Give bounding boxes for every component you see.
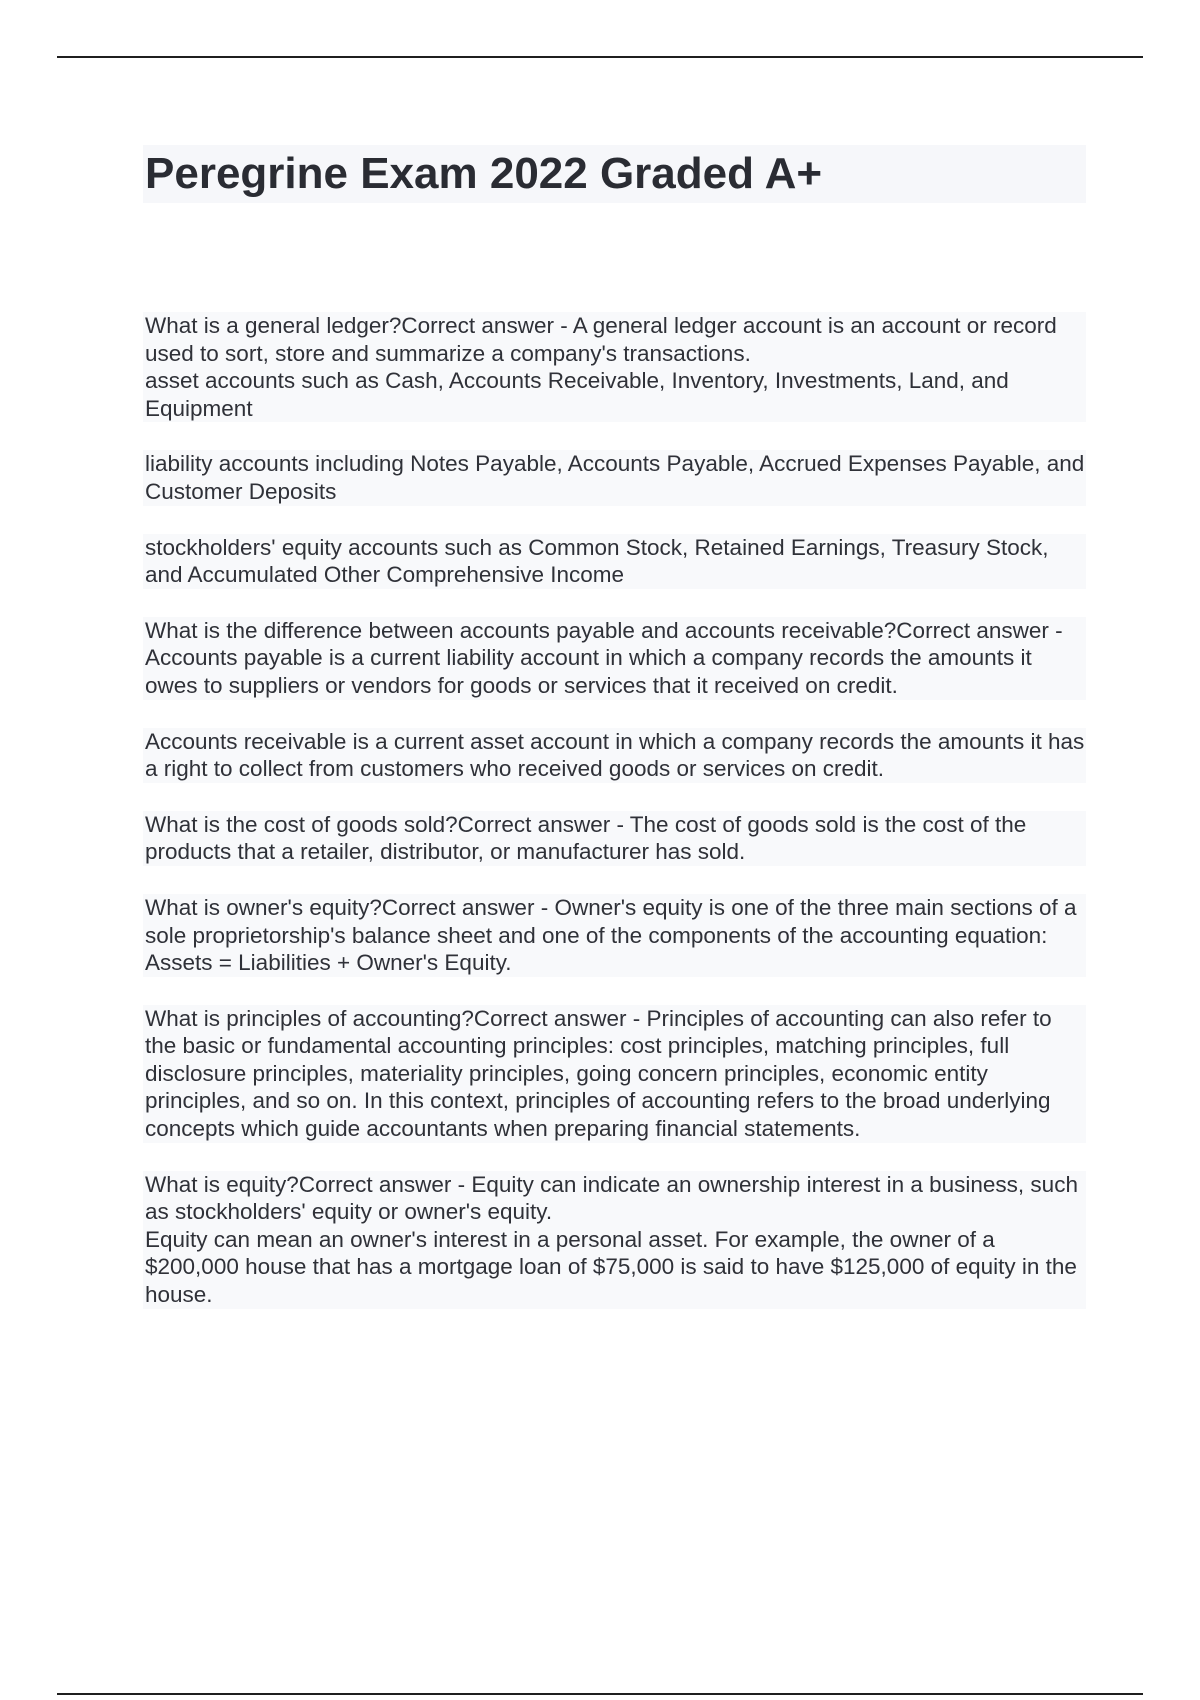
- paragraph-line: stockholders' equity accounts such as Common Stock, Retained Earnings, Treasury Stock, and Accumulated Other Comprehensive Income: [145, 534, 1049, 588]
- top-divider: [57, 56, 1143, 58]
- paragraph-accounts-receivable: [143, 728, 1086, 783]
- paragraph-line: Accounts receivable is a current asset account in which a company records the amounts it has a right to collect from customers who received goods or services on credit.: [145, 728, 1085, 782]
- paragraph-line: What is a general ledger?Correct answer - A general ledger account is an account or record used to sort, store and summarize a company's transactions.: [145, 313, 1057, 366]
- bottom-divider: [57, 1693, 1143, 1695]
- document-title: Peregrine Exam 2022 Graded A+: [145, 149, 823, 198]
- paragraph-equity-accounts: [143, 534, 1086, 589]
- qa-paragraph-principles-of-accounting: [143, 1005, 1086, 1143]
- paragraph-line: What is the difference between accounts payable and accounts receivable?Correct answer - Accounts payable is a current liability account in which a company records the amounts it owes to suppliers or vendors for goods or services that it received on credit.: [145, 617, 1063, 698]
- paragraph-line: What is principles of accounting?Correct answer - Principles of accounting can also refer to the basic or fundamental accounting principles: cost principles, matching principles, full disclosure principles, materiality principles, going concern principles, economic entity principles, and so on. In this context, principles of accounting refers to the broad underlying concepts which guide accountants when preparing financial statements.: [145, 1005, 1052, 1142]
- title-block: [143, 145, 1086, 203]
- document-body: [143, 312, 1086, 1337]
- qa-paragraph-general-ledger: [143, 312, 1086, 422]
- paragraph-line: What is equity?Correct answer - Equity can indicate an ownership interest in a business, such as stockholders' equity or owner's equity.: [145, 1171, 1078, 1225]
- paragraph-line: asset accounts such as Cash, Accounts Receivable, Inventory, Investments, Land, and Equipment: [145, 368, 1009, 421]
- paragraph-line: Equity can mean an owner's interest in a personal asset. For example, the owner of a $200,000 house that has a mortgage loan of $75,000 is said to have $125,000 of equity in the house.: [145, 1226, 1077, 1308]
- qa-paragraph-cost-of-goods-sold: [143, 811, 1086, 866]
- qa-paragraph-owners-equity: [143, 894, 1086, 977]
- qa-paragraph-payable-receivable: [143, 617, 1086, 700]
- paragraph-line: liability accounts including Notes Payable, Accounts Payable, Accrued Expenses Payable, and Customer Deposits: [145, 451, 1085, 504]
- paragraph-line: What is owner's equity?Correct answer - Owner's equity is one of the three main sections of a sole proprietorship's balance sheet and one of the components of the accounting equation: Assets = Liabilities + Owner's Equity.: [145, 894, 1077, 976]
- paragraph-line: What is the cost of goods sold?Correct answer - The cost of goods sold is the cost of the products that a retailer, distributor, or manufacturer has sold.: [145, 811, 1027, 865]
- qa-paragraph-equity: [143, 1171, 1086, 1309]
- paragraph-liability-accounts: [143, 450, 1086, 505]
